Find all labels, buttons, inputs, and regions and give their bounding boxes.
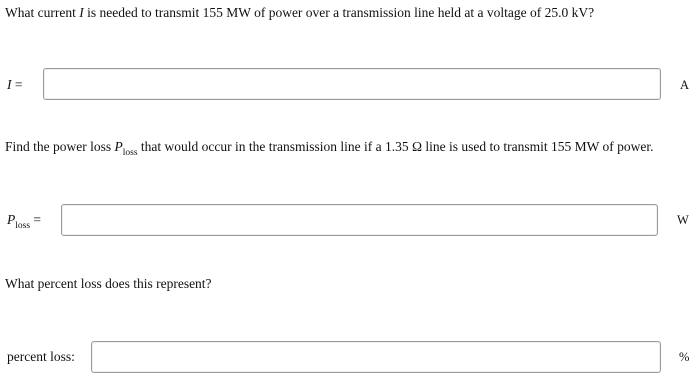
question-power-loss-text-before: Find the power loss [5, 139, 115, 154]
power-loss-variable: P [114, 139, 123, 154]
power-loss-variable-subscript: loss [122, 148, 138, 158]
question-current-text-before: What current [5, 5, 80, 20]
power-loss-label-eq: = [30, 212, 42, 227]
question-percent-loss: What percent loss does this represent? [5, 276, 212, 291]
current-unit: A [680, 78, 690, 92]
percent-loss-label: percent loss: [7, 349, 75, 364]
current-label-var: I [7, 77, 12, 92]
question-current-text-after: is needed to transmit 155 MW of power over a transmission line held at a voltage of 25.0 kV? [83, 5, 595, 20]
current-answer-input[interactable] [44, 69, 660, 99]
current-label [7, 77, 23, 93]
question-power-loss-text-after: that would occur in the transmission line if a 1.35 Ω line is used to transmit 155 MW of power. [137, 139, 654, 154]
power-loss-answer-input[interactable] [62, 205, 657, 235]
current-variable: I [79, 5, 84, 20]
power-loss-answer-field[interactable] [61, 204, 658, 236]
power-loss-label-var: P [7, 212, 16, 227]
power-loss-unit: W [677, 213, 689, 227]
power-loss-label [7, 212, 42, 231]
percent-loss-answer-input[interactable] [92, 342, 660, 372]
power-loss-label-sub: loss [15, 221, 31, 231]
question-current [5, 5, 594, 21]
percent-loss-answer-field[interactable] [91, 341, 661, 373]
current-label-eq: = [11, 77, 23, 92]
percent-loss-unit: % [679, 350, 690, 364]
current-answer-field[interactable] [43, 68, 661, 100]
question-power-loss [5, 139, 654, 158]
